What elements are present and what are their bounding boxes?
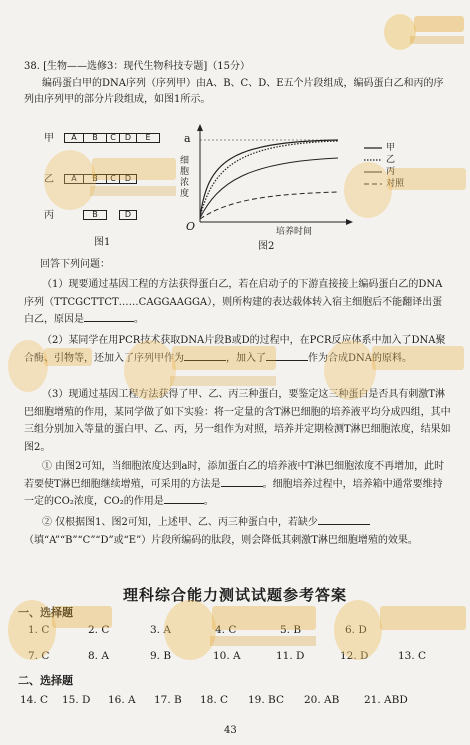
a-mark: a (184, 132, 191, 145)
section-2-heading: 二、选择题 (18, 674, 73, 687)
answer-item: 6. D (345, 624, 367, 636)
answer-item: 3. A (150, 624, 171, 636)
section-1-heading: 一、选择题 (18, 606, 73, 619)
page-number: 43 (224, 725, 237, 736)
fig1-seq-yi (64, 174, 164, 184)
question-3-1-text-b: 。细胞培养过程中，培养箱中通常要维持一定的CO₂浓度，CO₂的作用是 (24, 478, 443, 507)
curve-control (200, 192, 338, 219)
fig1-seq-bing (64, 210, 164, 220)
answer-item: 16. A (108, 694, 136, 706)
answer-item: 4. C (215, 624, 237, 636)
question-intro: 编码蛋白甲的DNA序列（序列甲）由A、B、C、D、E五个片段组成，编码蛋白乙和丙的序列由序列甲的部分片段组成，如图1所示。 (24, 78, 444, 105)
answer-blank[interactable] (221, 476, 263, 487)
question-2-text-a: （2）某同学在用PCR技术获取DNA片段B或D的过程中，在PCR反应体系中加入了DNA聚合酶、引物等，还加入了序列甲作为 (24, 335, 446, 364)
question-3-2-text-a: ② 仅根据图1、图2可知，上述甲、乙、丙三种蛋白中，若缺少 (42, 517, 318, 528)
figure-2 (178, 122, 428, 252)
segment-a: A (64, 174, 84, 184)
segment-d: D (119, 210, 137, 220)
curve-yi (200, 141, 338, 217)
answer-item: 13. C (398, 650, 427, 662)
fig1-row-label: 乙 (44, 174, 54, 185)
answer-item: 10. A (213, 650, 241, 662)
segment-e: E (136, 133, 160, 143)
segment-a: A (64, 133, 84, 143)
answer-blank[interactable] (318, 514, 370, 525)
legend-control: 对照 (386, 179, 405, 189)
segment-d: D (119, 133, 137, 143)
answer-item: 8. A (88, 650, 109, 662)
curve-jia (200, 140, 338, 217)
x-axis-arrow (346, 219, 353, 225)
legend-bing: 丙 (386, 167, 396, 177)
answer-item: 11. D (276, 650, 305, 662)
answer-blank[interactable] (84, 311, 134, 322)
period: 。 (203, 496, 214, 507)
y-axis-arrow (197, 124, 203, 131)
answer-item: 21. ABD (364, 694, 408, 706)
answer-prompt: 回答下列问题： (40, 259, 110, 270)
answer-item: 9. B (150, 650, 172, 662)
figure-1-caption: 图1 (94, 237, 111, 248)
answer-item: 17. B (154, 694, 182, 706)
segment-b: B (83, 133, 107, 143)
question-3-part-2 (24, 514, 452, 549)
answer-item: 1. C (28, 624, 50, 636)
fig1-row-label: 甲 (44, 133, 54, 144)
segment-c: C (106, 174, 120, 184)
answer-item: 20. AB (304, 694, 340, 706)
question-2-text-b: ，加入了 (226, 352, 266, 364)
legend-jia: 甲 (386, 143, 396, 153)
answer-item: 12. D (340, 650, 369, 662)
legend-yi: 乙 (386, 155, 396, 165)
answer-item: 5. B (280, 624, 302, 636)
question-header: 38. [生物——选修3：现代生物科技专题]（15分） (24, 61, 250, 72)
figure-2-caption: 图2 (258, 241, 275, 252)
answer-item: 7. C (28, 650, 50, 662)
question-3-2-text-b: （填“A”“B”“C”“D”或“E”）片段所编码的肽段，则会降低其刺激T淋巴细胞增殖的效果。 (24, 534, 418, 546)
answer-item: 19. BC (248, 694, 284, 706)
segment-b: B (83, 174, 107, 184)
question-2-text-c: 作为合成DNA的原料。 (308, 352, 412, 364)
question-2 (24, 332, 452, 367)
period: 。 (134, 314, 144, 325)
figure-1 (36, 130, 186, 250)
segment-c: C (106, 133, 120, 143)
answers-title: 理科综合能力测试试题参考答案 (122, 586, 347, 604)
fig1-seq-jia (64, 133, 164, 143)
question-1-text: （1）现要通过基因工程的方法获得蛋白乙，若在启动子的下游直接接上编码蛋白乙的DNA序列（TTCGCTTCT……CAGGAAGGA），则所构建的表达载体转入宿主细胞后不能翻译出蛋白乙，原因是 (24, 279, 443, 325)
origin-label: O (186, 220, 196, 233)
answer-blank[interactable] (266, 350, 308, 361)
x-axis-label: 培养时间 (276, 227, 313, 237)
answer-item: 2. C (88, 624, 110, 636)
fig1-row-label: 丙 (44, 210, 54, 221)
answer-item: 14. C (20, 694, 49, 706)
y-axis-label: 细胞浓度 (180, 156, 190, 199)
answer-blank[interactable] (184, 350, 226, 361)
question-3: （3）现通过基因工程方法获得了甲、乙、丙三种蛋白，要鉴定这三种蛋白是否具有刺激T淋巴细胞增殖的作用，某同学做了如下实验：将一定量的含T淋巴细胞的培养液平均分成四组，其中三组分别加入等量的蛋白甲、乙、丙，另一组作为对照，培养并定期检测T淋巴细胞浓度，结果如图2。 (24, 389, 451, 453)
segment-d: D (119, 174, 137, 184)
answer-blank[interactable] (164, 493, 204, 504)
segment-b: B (83, 210, 107, 220)
watermark-logo (380, 2, 466, 62)
question-3-1-text-a: ① 由图2可知，当细胞浓度达到a时，添加蛋白乙的培养液中T淋巴细胞浓度不再增加，此时若要使T淋巴细胞继续增殖，可采用的方法是 (24, 461, 445, 490)
question-1 (24, 276, 452, 329)
answer-item: 18. C (200, 694, 229, 706)
answer-item: 15. D (62, 694, 91, 706)
question-3-part-1 (24, 458, 452, 511)
